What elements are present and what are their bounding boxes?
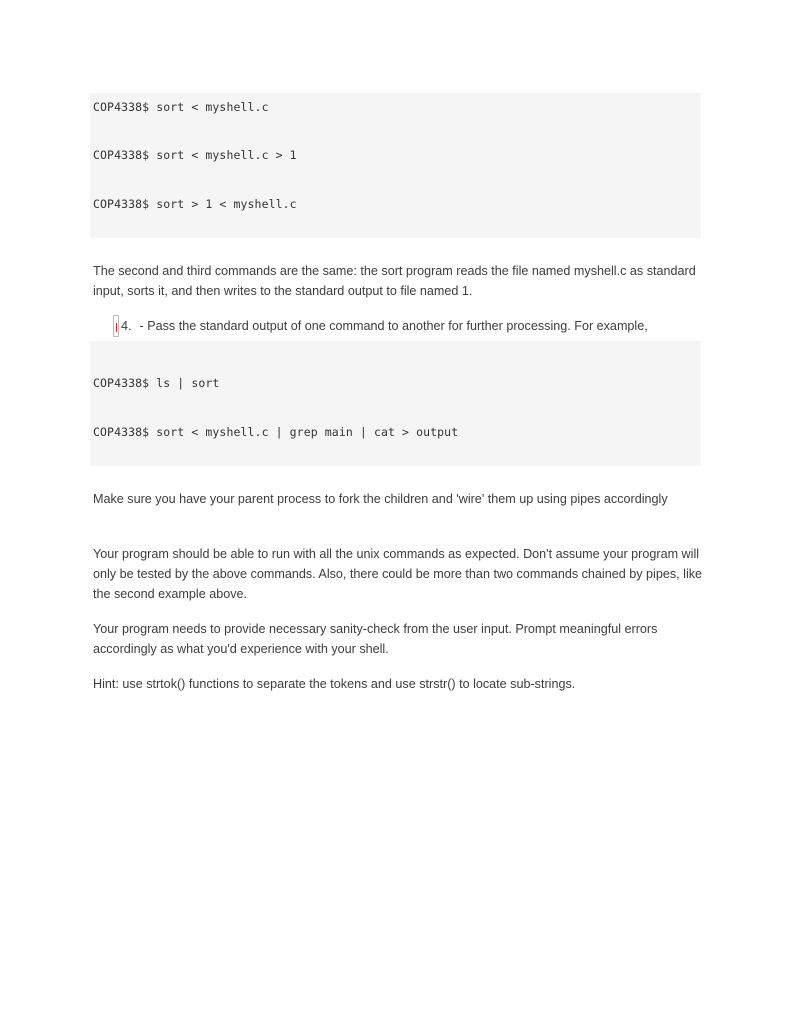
code-line: COP4338$ sort > 1 < myshell.c bbox=[93, 197, 297, 211]
paragraph-fork-children: Make sure you have your parent process to fork the children and 'wire' them up using pipes accordingly bbox=[93, 492, 668, 506]
list-item-pipes bbox=[113, 314, 648, 338]
paragraph-same-commands: The second and third commands are the same: the sort program reads the file named myshell.c as standard input, sorts it, and then writes to the standard output to file named 1. bbox=[93, 264, 696, 298]
code-line: COP4338$ sort < myshell.c bbox=[93, 100, 269, 114]
list-number: 4. bbox=[121, 319, 132, 333]
code-line: COP4338$ sort < myshell.c > 1 bbox=[93, 148, 297, 162]
paragraph-sanity-check: Your program needs to provide necessary sanity-check from the user input. Prompt meaningful errors accordingly as what you'd experience with your shell. bbox=[93, 622, 658, 656]
code-line: COP4338$ ls | sort bbox=[93, 376, 220, 390]
code-line: COP4338$ sort < myshell.c | grep main | cat > output bbox=[93, 425, 459, 439]
paragraph-unix-commands: Your program should be able to run with all the unix commands as expected. Don't assume your program will only be tested by the above commands. Also, there could be more than two commands chained by pipes, like the second example above. bbox=[93, 547, 703, 601]
list-item-text: - Pass the standard output of one command to another for further processing. For example, bbox=[139, 319, 648, 333]
text-cursor-icon bbox=[113, 315, 119, 337]
code-block-pipes bbox=[90, 341, 701, 466]
paragraph-hint: Hint: use strtok() functions to separate the tokens and use strstr() to locate sub-strings. bbox=[93, 677, 576, 691]
code-block-redirection bbox=[90, 93, 701, 238]
